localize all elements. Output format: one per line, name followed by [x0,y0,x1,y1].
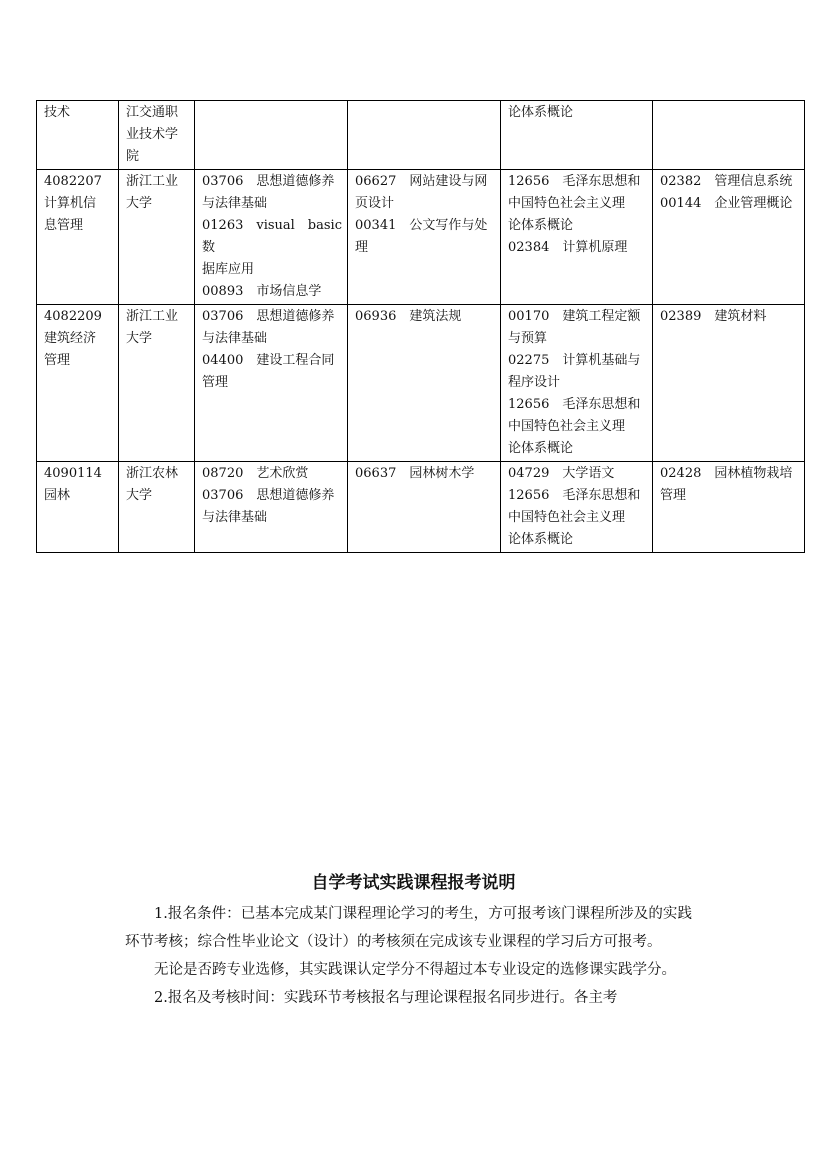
table-cell [119,101,195,170]
table-cell [37,170,119,305]
table-cell [501,305,653,462]
cell-text: 计算机信 [44,196,97,211]
cell-text: 02382 管理信息系统 [660,174,793,189]
table-cell [501,170,653,305]
table-row [37,101,805,170]
cell-text: 02275 计算机基础与 [508,353,641,368]
cell-text: 03706 思想道德修养 [202,174,335,189]
cell-text: 00893 市场信息学 [202,284,322,299]
cell-text: 04729 大学语文 [508,466,615,481]
paragraph-registration-time: 2.报名及考核时间：实践环节考核报名与理论课程报名同步进行。各主考 [154,990,618,1006]
table-cell [348,305,501,462]
cell-text: 中国特色社会主义理 [508,510,626,525]
paragraph-registration-conditions: 1.报名条件：已基本完成某门课程理论学习的考生，方可报考该门课程所涉及的实践环节考核；综合性毕业论文（设计）的考核须在完成该专业课程的学习后方可报考。 [125,906,692,950]
cell-text: 院 [126,149,140,164]
cell-text: 00144 企业管理概论 [660,196,793,211]
cell-text: 08720 艺术欣赏 [202,466,309,481]
cell-text: 06936 建筑法规 [355,309,462,324]
table-cell [119,462,195,553]
cell-text: 12656 毛泽东思想和 [508,174,641,189]
cell-text: 02389 建筑材料 [660,309,767,324]
section-title: 自学考试实践课程报考说明 [311,873,516,893]
cell-text: 页设计 [355,196,395,211]
cell-text: 江交通职 [126,105,179,120]
course-table [36,100,805,553]
cell-text: 理 [355,240,369,255]
table-cell [653,305,805,462]
table-cell [501,462,653,553]
paragraph-credit-limit: 无论是否跨专业选修，其实践课认定学分不得超过本专业设定的选修课实践学分。 [154,962,676,978]
table-cell [37,305,119,462]
cell-text: 业技术学 [126,127,179,142]
cell-text: 程序设计 [508,375,561,390]
table-cell [195,305,348,462]
table-cell [37,101,119,170]
cell-text: 浙江工业 [126,174,179,189]
cell-text: 管理 [202,375,229,390]
cell-text: 园林 [44,488,71,503]
cell-text: 01263 visual basic 数 [202,218,342,255]
cell-text: 04400 建设工程合同 [202,353,335,368]
cell-text: 论体系概论 [508,218,574,233]
cell-text: 管理 [44,353,71,368]
table-row [37,305,805,462]
table-cell [653,170,805,305]
table-cell [653,101,805,170]
cell-text: 06627 网站建设与网 [355,174,488,189]
table-cell [119,305,195,462]
cell-text: 与法律基础 [202,196,268,211]
table-cell [348,170,501,305]
table-cell [195,462,348,553]
cell-text: 大学 [126,488,153,503]
cell-text: 12656 毛泽东思想和 [508,397,641,412]
cell-text: 02428 园林植物栽培 [660,466,793,481]
cell-text: 论体系概论 [508,532,574,547]
table-cell [501,101,653,170]
cell-text: 与法律基础 [202,331,268,346]
table-row [37,170,805,305]
cell-text: 00170 建筑工程定额 [508,309,641,324]
cell-text: 02384 计算机原理 [508,240,628,255]
cell-text: 息管理 [44,218,84,233]
cell-text: 与法律基础 [202,510,268,525]
cell-text: 技术 [44,105,71,120]
cell-text: 浙江工业 [126,309,179,324]
table-cell [195,170,348,305]
table-cell [653,462,805,553]
cell-text: 00341 公文写作与处 [355,218,488,233]
cell-text: 论体系概论 [508,105,574,120]
cell-text: 大学 [126,196,153,211]
section-body [125,900,692,1012]
cell-text: 4082207 [44,174,102,189]
table-cell [119,170,195,305]
table-cell [348,101,501,170]
table-row [37,462,805,553]
cell-text: 建筑经济 [44,331,97,346]
cell-text: 浙江农林 [126,466,179,481]
cell-text: 与预算 [508,331,548,346]
cell-text: 论体系概论 [508,441,574,456]
cell-text: 据库应用 [202,262,255,277]
cell-text: 中国特色社会主义理 [508,419,626,434]
course-table-body [37,101,805,553]
table-cell [348,462,501,553]
cell-text: 03706 思想道德修养 [202,309,335,324]
table-cell [195,101,348,170]
cell-text: 大学 [126,331,153,346]
cell-text: 4090114 [44,466,102,481]
cell-text: 4082209 [44,309,102,324]
cell-text: 12656 毛泽东思想和 [508,488,641,503]
cell-text: 管理 [660,488,687,503]
cell-text: 06637 园林树木学 [355,466,475,481]
cell-text: 中国特色社会主义理 [508,196,626,211]
cell-text: 03706 思想道德修养 [202,488,335,503]
table-cell [37,462,119,553]
